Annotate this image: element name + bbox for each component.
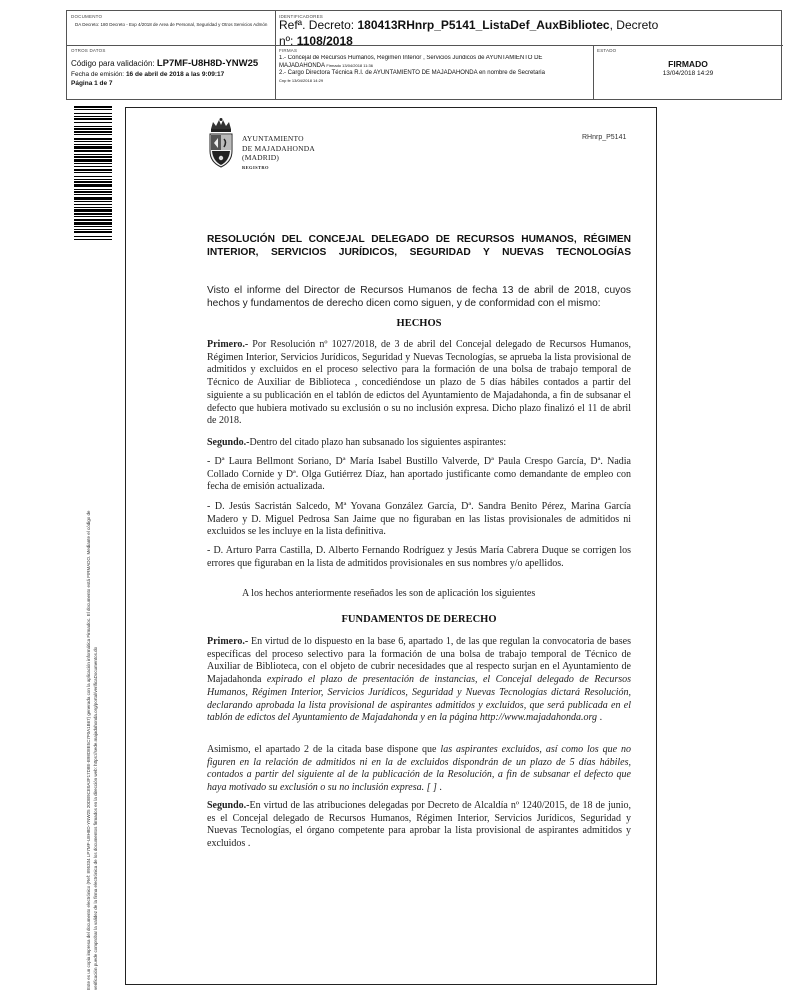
org-line-4: REGISTRO — [242, 164, 269, 170]
barcode-bar — [74, 184, 112, 187]
asimismo-italic: las aspirantes excluidos, así como los que no figuren en la relación de admitidos ni en la de excluidos dispondrán de un plazo de 5 días hábiles, contados a partir del siguiente al de la publicación de la Resolución, a fin de subsanar el defecto que haya motivado su exclusión o su no inclusión expresa. [ ] — [207, 744, 631, 794]
barcode-bar — [74, 154, 112, 155]
asimismo-paragraph — [207, 744, 631, 795]
barcode-bar — [74, 209, 112, 212]
barcode-bar — [74, 128, 112, 130]
documento-text: DA Decreto: 180 Decreto - Exp 4/2018 de Area de Personal, Seguridad y Otros Servicios Admón — [75, 22, 268, 27]
decreto-reference — [279, 17, 709, 49]
barcode-bar — [74, 163, 112, 164]
barcode-bar — [74, 222, 112, 225]
num-prefix: nº: — [279, 34, 294, 48]
side-verification-text-2: verificación puede comprobar la validez de la firma electrónica de los documentos firmados en la dirección web: https://sede.majadahonda.org/portal/verificaDocumentos.do — [93, 646, 98, 990]
estado-label: ESTADO — [597, 48, 617, 53]
pagina-count: Página 1 de 7 — [71, 80, 113, 87]
ref-value: 180413RHnrp_P5141_ListaDef_AuxBibliotec — [357, 18, 610, 32]
barcode — [74, 106, 112, 286]
list-item: - D. Jesús Sacristán Salcedo, Mª Yovana González García, Dª. Sandra Benito Pérez, Marina García Madero y D. Miguel Pedrosa San Jaime que no figuraban en las listas provisionales de admitidos ni excluidos se les incluye en la lista definitiva. — [207, 501, 631, 538]
barcode-bar — [74, 106, 112, 108]
barcode-bar — [74, 179, 112, 180]
barcode-bar — [74, 191, 112, 193]
barcode-bar — [74, 216, 112, 217]
barcode-bar — [74, 109, 112, 110]
barcode-bar — [74, 207, 112, 208]
barcode-bar — [74, 138, 112, 140]
primero-text: Por Resolución nº 1027/2018, de 3 de abril del Concejal delegado de Recursos Humanos, Régimen Interior, Servicios Jurídicos, Seguridad y Nuevas Tecnologías, se aprueba la lista provisional de admitidos y excluidos en el proceso selectivo para la formación de una bolsa de trabajo temporal de Técnico de Auxiliar de Biblioteca , concediéndose un plazo de 5 días hábiles contados a partir del siguiente a su publicación en el tablón de edictos del Ayuntamiento de Majadahonda, a fin de subsanar el defecto que hubiera motivado su exclusión o su no inclusión expresa. Dicho plazo finalizó el 11 de abril de 2018. — [207, 339, 631, 427]
firma-2: 2.- Cargo Directora Técnica R.I. de AYUNTAMIENTO DE MAJADAHONDA en nombre de Secretaria — [279, 70, 545, 76]
hechos-segundo — [207, 437, 631, 450]
aplicacion-line: A los hechos anteriormente reseñados les son de aplicación los siguientes — [242, 588, 536, 599]
barcode-bar — [74, 231, 112, 233]
fecha-value: 16 de abril de 2018 a las 9:09:17 — [125, 71, 225, 78]
firmas-list — [279, 55, 591, 84]
documento-label: DOCUMENTO — [71, 14, 103, 19]
barcode-bar — [74, 176, 112, 177]
barcode-bar — [74, 146, 112, 149]
barcode-bar — [74, 134, 112, 135]
firma-2-date: Cnp fe 13/04/2018 14:29 — [279, 78, 324, 83]
ref-suffix: , Decreto — [609, 18, 659, 32]
barcode-bar — [74, 169, 112, 171]
barcode-bar — [74, 194, 112, 195]
barcode-bar — [74, 144, 112, 145]
barcode-bar — [74, 141, 112, 142]
barcode-bar — [74, 126, 112, 127]
org-line-3: (MADRID) — [242, 153, 280, 162]
estado-date: 13/04/2018 14:29 — [662, 70, 714, 77]
fecha-emision — [71, 71, 224, 79]
barcode-bar — [74, 116, 112, 117]
barcode-bar — [74, 118, 112, 120]
f-primero-text: En virtud de lo dispuesto en la base 6, apartado 1, de las que regulan la convocatoria de bases específicas del proceso selectivo para la formación de una bolsa de trabajo temporal de Técnico de Auxiliar de Biblioteca, con el objeto de cubrir necesidades que al respecto surjan en el Ayuntamiento de Majadahonda — [207, 636, 631, 686]
barcode-bar — [74, 122, 112, 123]
otros-datos-label: OTROS DATOS — [71, 48, 106, 53]
asimismo-end: . — [436, 782, 442, 794]
barcode-bar — [74, 229, 112, 230]
f-primero-italic: expirado el plazo de presentación de instancias, el Concejal delegado de Recursos Humanos, Régimen Interior, Servicios Jurídicos, Seguridad y Nuevas Tecnologías dictará Resolución, declarando aprobada la lista provisional de aspirantes admitidos y excluidos, que será publicada en el tablón de edictos del Ayuntamiento de Majadahonda y en la página http://www.majadahonda.org — [207, 674, 631, 724]
fundamentos-heading: FUNDAMENTOS DE DERECHO — [341, 614, 497, 625]
f-segundo-text: En virtud de las atribuciones delegadas por Decreto de Alcaldía nº 1240/2015, de 18 de junio, es el Concejal delegado de Recursos Humanos, Régimen Interior, Servicios Jurídicos, Seguridad y Nuevas Tecnologías, el órgano competente para aprobar la lista provisional de aspirantes admitidos y excluidos . — [207, 800, 631, 850]
hechos-primero — [207, 339, 631, 428]
organization-name — [242, 134, 315, 172]
barcode-bar — [74, 219, 112, 221]
f-primero-end: . — [597, 712, 603, 724]
f-segundo-lead: Segundo.- — [207, 800, 250, 811]
segundo-text: Dentro del citado plazo han subsanado los siguientes aspirantes: — [249, 437, 507, 448]
org-line-1: AYUNTAMIENTO — [242, 134, 304, 143]
barcode-bar — [74, 156, 112, 158]
org-line-2: DE MAJADAHONDA — [242, 143, 316, 153]
fundamentos-primero — [207, 636, 631, 725]
barcode-bar — [74, 166, 112, 167]
segundo-lead: Segundo.- — [207, 437, 250, 448]
header-divider — [275, 11, 276, 99]
firma-1: 1.- Concejal de Recursos Humanos, Regimen Interior , Servicios Juridicos de AYUNTAMIENTO DE — [279, 55, 543, 61]
side-verification-text-1: Este es un copia impresa del documento electrónico (Ref: 895334 LP7MF-U8H8D-YNW25 20DB9CE0A3F17D8E-B98D8E5C7F0A1B67) generada con la aplicación informática Firmadoc. El documento está FIRMADO. Mediante el código de — [86, 510, 91, 990]
ref-prefix: Refª. Decreto: — [279, 18, 355, 32]
intro-paragraph: Visto el informe del Director de Recursos Humanos de fecha 13 de abril de 2018, cuyos hechos y fundamentos de derecho dicen como siguen, y de conformidad con el mismo: — [207, 285, 631, 309]
fecha-prefix: Fecha de emisión: — [71, 71, 125, 78]
firma-1b-org: MAJADAHONDA — [279, 63, 325, 69]
barcode-bar — [74, 150, 112, 152]
barcode-bar — [74, 131, 112, 133]
barcode-bar — [74, 204, 112, 205]
barcode-bar — [74, 159, 112, 162]
barcode-bar — [74, 201, 112, 202]
barcode-bar — [74, 189, 112, 190]
barcode-bar — [74, 236, 112, 237]
header-divider — [67, 45, 275, 46]
barcode-bar — [74, 239, 112, 240]
barcode-bar — [74, 172, 112, 173]
document-code: RHnrp_P5141 — [582, 134, 627, 141]
list-item: - Dª Laura Bellmont Soriano, Dª María Isabel Bustillo Valverde, Dª Paula Crespo García, Dª. Nadia Collado Cornide y Dª. Olga Gutiérrez Díaz, han aportado justificante como demandante de empleo con fecha de emisión actualizada. — [207, 456, 631, 493]
barcode-bar — [74, 113, 112, 114]
barcode-bar — [74, 226, 112, 227]
firmas-label: FIRMAS — [279, 48, 298, 53]
f-primero-lead: Primero.- — [207, 636, 249, 647]
list-item: - D. Arturo Parra Castilla, D. Alberto Fernando Rodríguez y Jesús María Cabrera Duque se corrigen los errores que figuraban en la lista de admitidos provisionales en sus nombres y/o apellidos. — [207, 545, 631, 569]
barcode-bar — [74, 213, 112, 215]
signature-header — [66, 10, 782, 100]
coat-of-arms-logo — [206, 117, 236, 169]
codigo-value: LP7MF-U8H8D-YNW25 — [156, 58, 259, 69]
primero-lead: Primero.- — [207, 339, 249, 350]
firma-1-date: Firmado 13/04/2018 11:36 — [326, 63, 373, 68]
num-value: 1108/2018 — [296, 34, 353, 48]
identificadores-label: IDENTIFICADORES — [279, 14, 324, 19]
estado-value: FIRMADO — [668, 59, 708, 69]
barcode-bar — [74, 181, 112, 183]
barcode-bar — [74, 197, 112, 200]
fundamentos-segundo — [207, 800, 631, 851]
hechos-heading: HECHOS — [396, 318, 442, 329]
codigo-prefix: Código para validación: — [71, 59, 155, 68]
firma-1b — [279, 62, 591, 70]
resolution-title: RESOLUCIÓN DEL CONCEJAL DELEGADO DE RECURSOS HUMANOS, RÉGIMEN INTERIOR, SERVICIOS JURÍDICOS, SEGURIDAD Y NUEVAS TECNOLOGÍAS — [207, 234, 631, 258]
asimismo-text: Asimismo, el apartado 2 de la citada base dispone que — [207, 744, 441, 755]
codigo-validacion — [71, 59, 258, 69]
